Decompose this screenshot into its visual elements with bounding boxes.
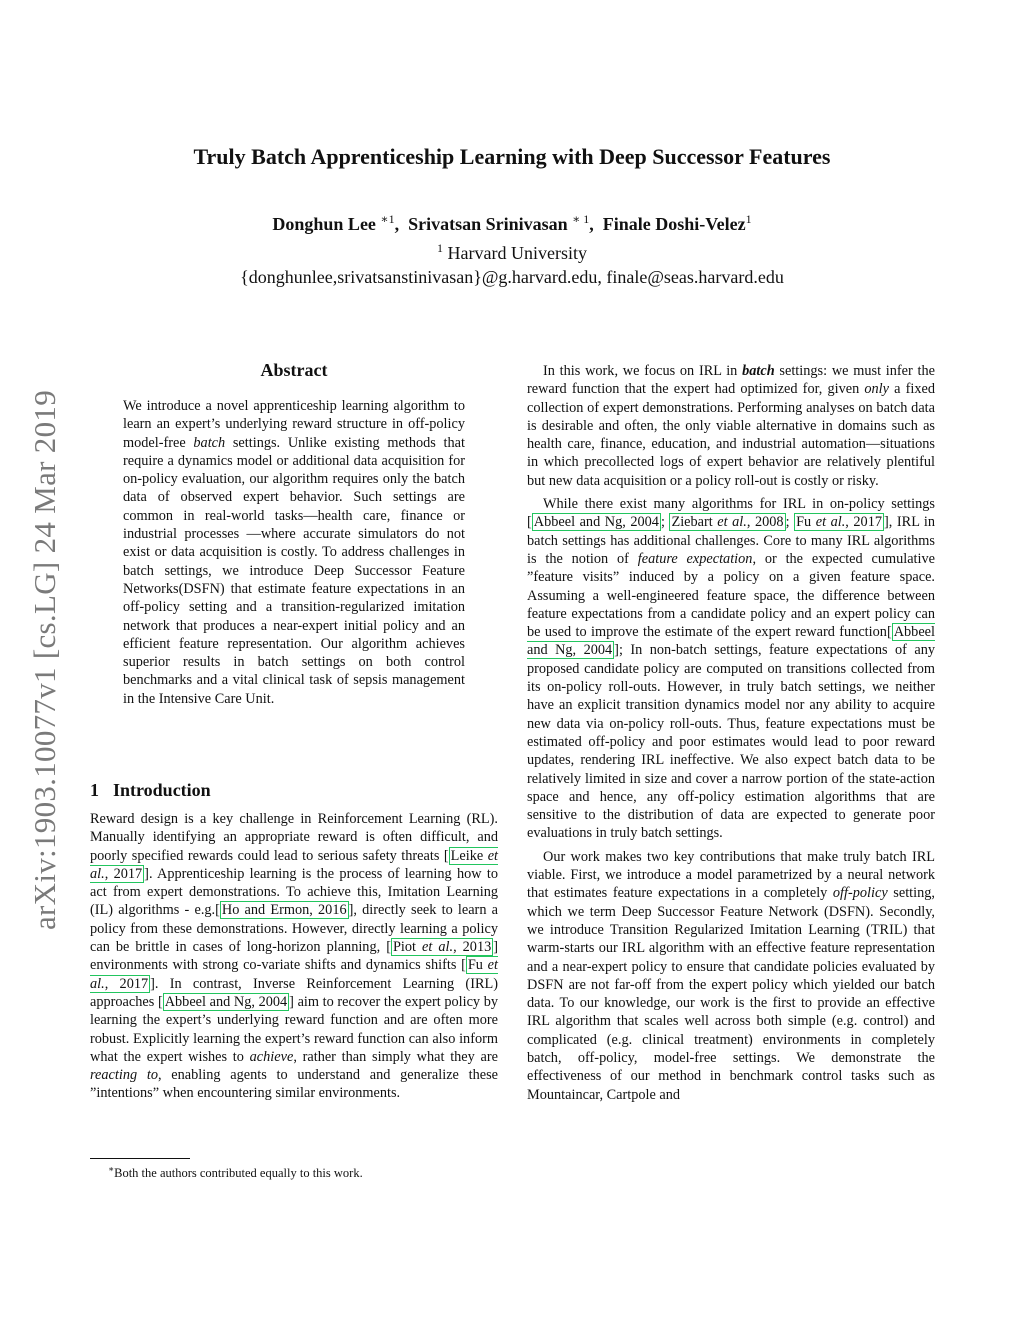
emphasis: off-policy [832,885,888,902]
abstract-body [123,397,465,708]
text-run: settings. Unlike existing methods that require a dynamics model or additional data acquisition for on-policy evaluation, our algorithm requires only the batch data of observed expert behavior. Such settings are common in real-world tasks—health care, finance or industrial processes —where accurate simulators do not exist or data acquisition is costly. To address challenges in batch settings, we introduce Deep Successor Feature Networks(DSFN) that estimate feature expectations in an off-policy setting and a transition-regularized imitation network that produces a near-expert initial policy and an efficient feature representation. Our algorithm achieves superior results in batch settings on both control benchmarks and a vital clinical task of sepsis management in the Intensive Care Unit. [123,434,465,707]
body-paragraph: While there exist many algorithms for IRL in on-policy settings [ Abbeel and Ng, 2004 ; Ziebart et al., 2008 ; Fu et al., 2017 ], IRL in batch settings has additional challenges. Core to many IRL algorithms is the notion of feature expectation, or the expected cumulative ”feature visits” induced by a policy on a given feature space. Assuming a well-engineered feature space, the difference between feature expectations from a candidate policy and an expert policy can be used to improve the estimate of the expert reward function[ Abbeel and Ng, 2004 ]; In non-batch settings, feature expectations of any proposed candidate policy are computed on transitions collected from its on-policy roll-outs. However, in truly batch settings, we neither have an explicit transition dynamics model nor any ability to acquire new data via on-policy roll-outs. Thus, feature expectations must be estimated off-policy and poor estimates would lead to poor reward updates, rendering IRL ineffective. We also expect batch data to be relatively limited in size and cover a narrow portion of the state-action space and hence, any off-policy estimation algorithms that are sensitive to the distribution of data are expected to generate poor evaluations in truly batch settings. [527,496,936,842]
citation-link[interactable]: Abbeel and Ng, 2004 [164,993,288,1010]
author-mark: ∗ 1 [572,212,590,226]
footnote-mark: ∗ [108,1164,115,1174]
author-list: Donghun Lee $^{∗1}$, Srivatsan Srinivasan $^{∗ 1}$, Finale Doshi-Velez$^1$ [272,212,752,234]
abstract-heading: Abstract [260,360,328,380]
right-column [527,362,935,1109]
paper-title: Truly Batch Apprenticeship Learning with Deep Successor Features [193,144,831,169]
citation-link[interactable]: Fu et al., 2017 [90,957,498,992]
emphasis: batch [193,434,226,451]
body-paragraph: Our work makes two key contributions that make truly batch IRL viable. First, we introduce a model parametrized by a neural network that estimates feature expectations in a completely off-policy setting, which we term Deep Successor Feature Network (DSFN). Secondly, we introduce Transition Regularized Imitation Learning (TRIL) that warm-starts our IRL algorithm with an effective feature representation and a near-expert policy to ensure that candidate policies evaluated by DSFN are not far-off from the expert policy which yielded our batch data. To our knowledge, our work is the first to provide an effective IRL algorithm that scales well across both simple (e.g. control) and complicated (e.g. clinical treatment) environments in completely batch, off-policy, model-free settings. We demonstrate the effectiveness of our method in benchmark control tasks such as Mountaincar, Cartpole and [527,848,935,1103]
citation-link[interactable]: Abbeel and Ng, 2004 [533,514,659,531]
affiliation-name: Harvard University [447,243,587,263]
arxiv-identifier-text: arXiv:1903.10077v1 [cs.LG] 24 Mar 2019 [27,389,63,931]
section-heading-introduction [90,780,211,801]
text-run: . In contrast, Inverse Reinforcement Learning (IRL) approaches [90,975,498,1010]
citation-link[interactable]: Ho and Ermon, 2016 [221,902,347,919]
section-title: Introduction [113,780,211,800]
footnote [90,1161,510,1181]
citation-link[interactable]: Abbeel and Ng, 2004 [527,624,935,659]
citation-link[interactable]: Fu et al., 2017 [796,514,883,531]
arxiv-identifier-stamp [27,350,63,970]
emphasis: feature expectation [637,550,753,567]
affiliation [0,241,1024,264]
text-run: We introduce a novel apprenticeship learning algorithm to learn an expert’s underlying reward structure in off-policy model-free [123,398,465,451]
text-run: , rather than simply what they are [293,1048,498,1065]
emphasis: reacting to [90,1067,158,1084]
author-emails: {donghunlee,srivatsanstinivasan}@g.harvard.edu, finale@seas.harvard.edu [240,267,784,287]
text-run: , enabling agents to understand and generalize these ”intentions” when encountering similar environments. [90,1067,498,1102]
text-run: environments with strong co-variate shifts and dynamics shifts [90,957,462,974]
emphasis: only [864,381,889,398]
body-paragraph: In this work, we focus on IRL in batch settings: we must infer the reward function that the expert had optimized for, given only a fixed collection of expert demonstrations. Performing analyses on batch data is desirable and often, the only viable alternative in domains such as health care, finance, education, and industrial automation—situations in which precollected logs of expert behavior are relatively plentiful but new data acquisition or a policy roll-out is costly or risky. [527,363,935,489]
citation-link[interactable]: Ziebart et al., 2008 [671,514,784,531]
emphasis: batch [742,363,775,379]
text-run: aim to recover the expert policy by learning the expert’s underlying reward function and are often more robust. Explicitly learning the expert’s reward function can also inform what the expert wishes to [90,993,498,1065]
footnote-divider [90,1158,190,1159]
citation-link[interactable]: Piot et al., 2013 [392,939,492,956]
author-mark: 1 [745,212,752,226]
footnote-text: Both the authors contributed equally to this work. [114,1166,363,1181]
author-name: Donghun Lee [272,214,376,234]
author-name: Finale Doshi-Velez [602,214,746,234]
text-run: Reward design is a key challenge in Reinforcement Learning (RL). Manually identifying an appropriate reward is often difficult, and poorly specified rewards could lead to serious safety threats [90,811,498,864]
text-run: , directly seek to learn a policy from these demonstrations. However, directly learning a policy can be brittle in cases of long-horizon planning, [90,902,498,956]
affiliation-mark: 1 [437,241,444,255]
citation-link[interactable]: Leike et al., 2017 [90,847,499,882]
author-name: Srivatsan Srinivasan [408,214,568,234]
section-number: 1 [90,780,99,800]
emphasis: achieve [249,1048,294,1065]
author-mark: ∗1 [380,212,395,226]
introduction-paragraph: Reward design is a key challenge in Reinforcement Learning (RL). Manually identifying an appropriate reward is often difficult, and poorly specified rewards could lead to serious safety threats [ Leike et al., 2017 ]. Apprenticeship learning is the process of learning how to act from expert demonstrations. To achieve this, Imitation Learning (IL) algorithms - e.g.[ Ho and Ermon, 2016 ], directly seek to learn a policy from these demonstrations. However, directly learning a policy can be brittle in cases of long-horizon planning, [ Piot et al., 2013 ] environments with strong co-variate shifts and dynamics shifts [ Fu et al., 2017 ]. In contrast, Inverse Reinforcement Learning (IRL) approaches [ Abbeel and Ng, 2004 ] aim to recover the expert policy by learning the expert’s underlying reward function and are often more robust. Explicitly learning the expert’s reward function can also inform what the expert wishes to achieve, rather than simply what they are reacting to, enabling agents to understand and generalize these ”intentions” when encountering similar environments. [90,811,499,1102]
text-run: . Apprenticeship learning is the process of learning how to act from expert demonstrations. To achieve this, Imitation Learning (IL) algorithms - e.g. [90,865,498,919]
